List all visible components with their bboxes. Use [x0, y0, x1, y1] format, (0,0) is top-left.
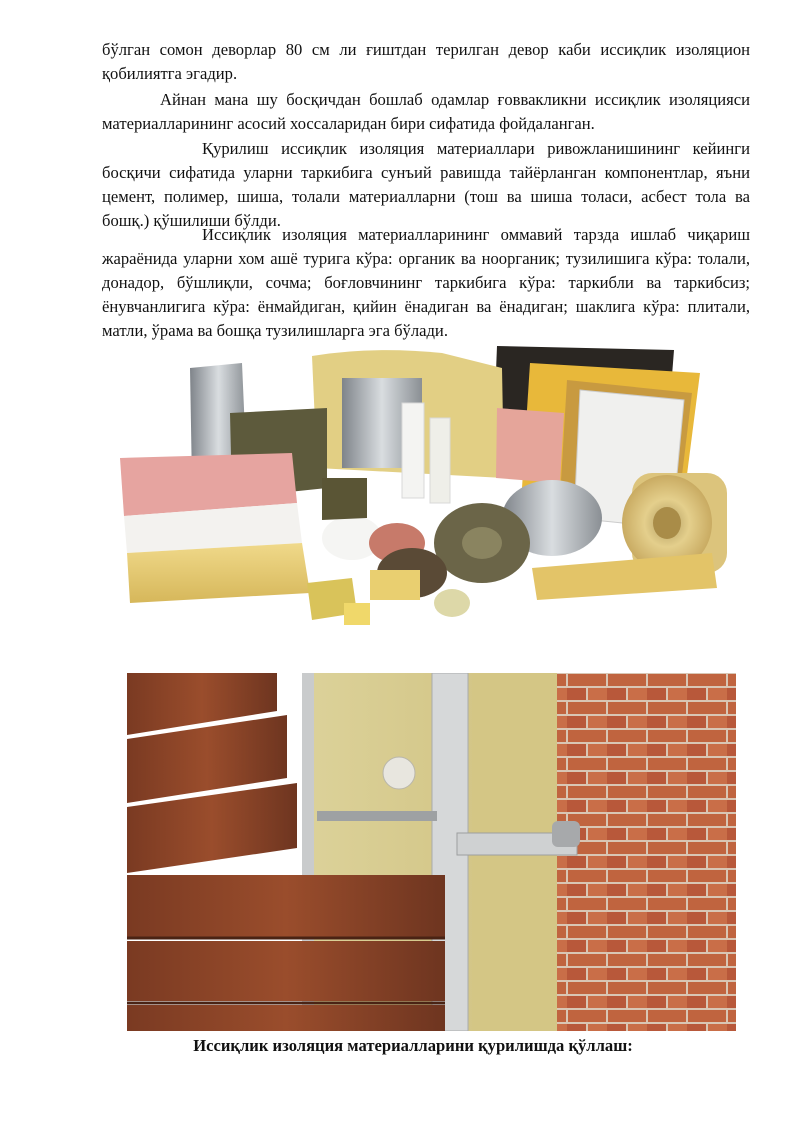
- insulation-materials-photo: [112, 338, 752, 638]
- paragraph-1: бўлган сомон деворлар 80 см ли ғиштдан терилган девор каби иссиқлик изоляцион қобилиятга эгадир.: [102, 40, 750, 83]
- paragraph-3: Қурилиш иссиқлик изоляция материаллари ривожланишининг кейинги босқичи сифатида уларни таркибига сунъий равишда тайёрланган компонентлар, яъни цемент, полимер, шиша, толали материалларни (тош ва шиша толаси, асбест тола ва бошқ.) қўшилиши бўлди.: [102, 139, 750, 230]
- paragraph-4: Иссиқлик изоляция материалларининг оммавий тарзда ишлаб чиқариш жараёнида уларни хом ашё турига кўра: органик ва ноорганик; тузилишига кўра: толали, донадор, бўшлиқли, сочма; боғловчининг таркибига кўра: таркибли ва таркибсиз; ёнувчанлигига кўра: ёнмайдиган, қийин ёнадиган ва ёнадиган; шаклига кўра: плитали, матли, ўрама ва бошқа тузилишларга эга бўлади.: [102, 225, 750, 340]
- paragraph-2: Айнан мана шу босқичдан бошлаб одамлар ғоввакликни иссиқлик изоляцияси материалларининг асосий хоссаларидан бири сифатида фойдаланган.: [102, 90, 750, 133]
- figure-caption: Иссиқлик изоляция материалларини қурилишда қўллаш:: [193, 1036, 633, 1055]
- ventilated-facade-photo: [127, 673, 736, 1031]
